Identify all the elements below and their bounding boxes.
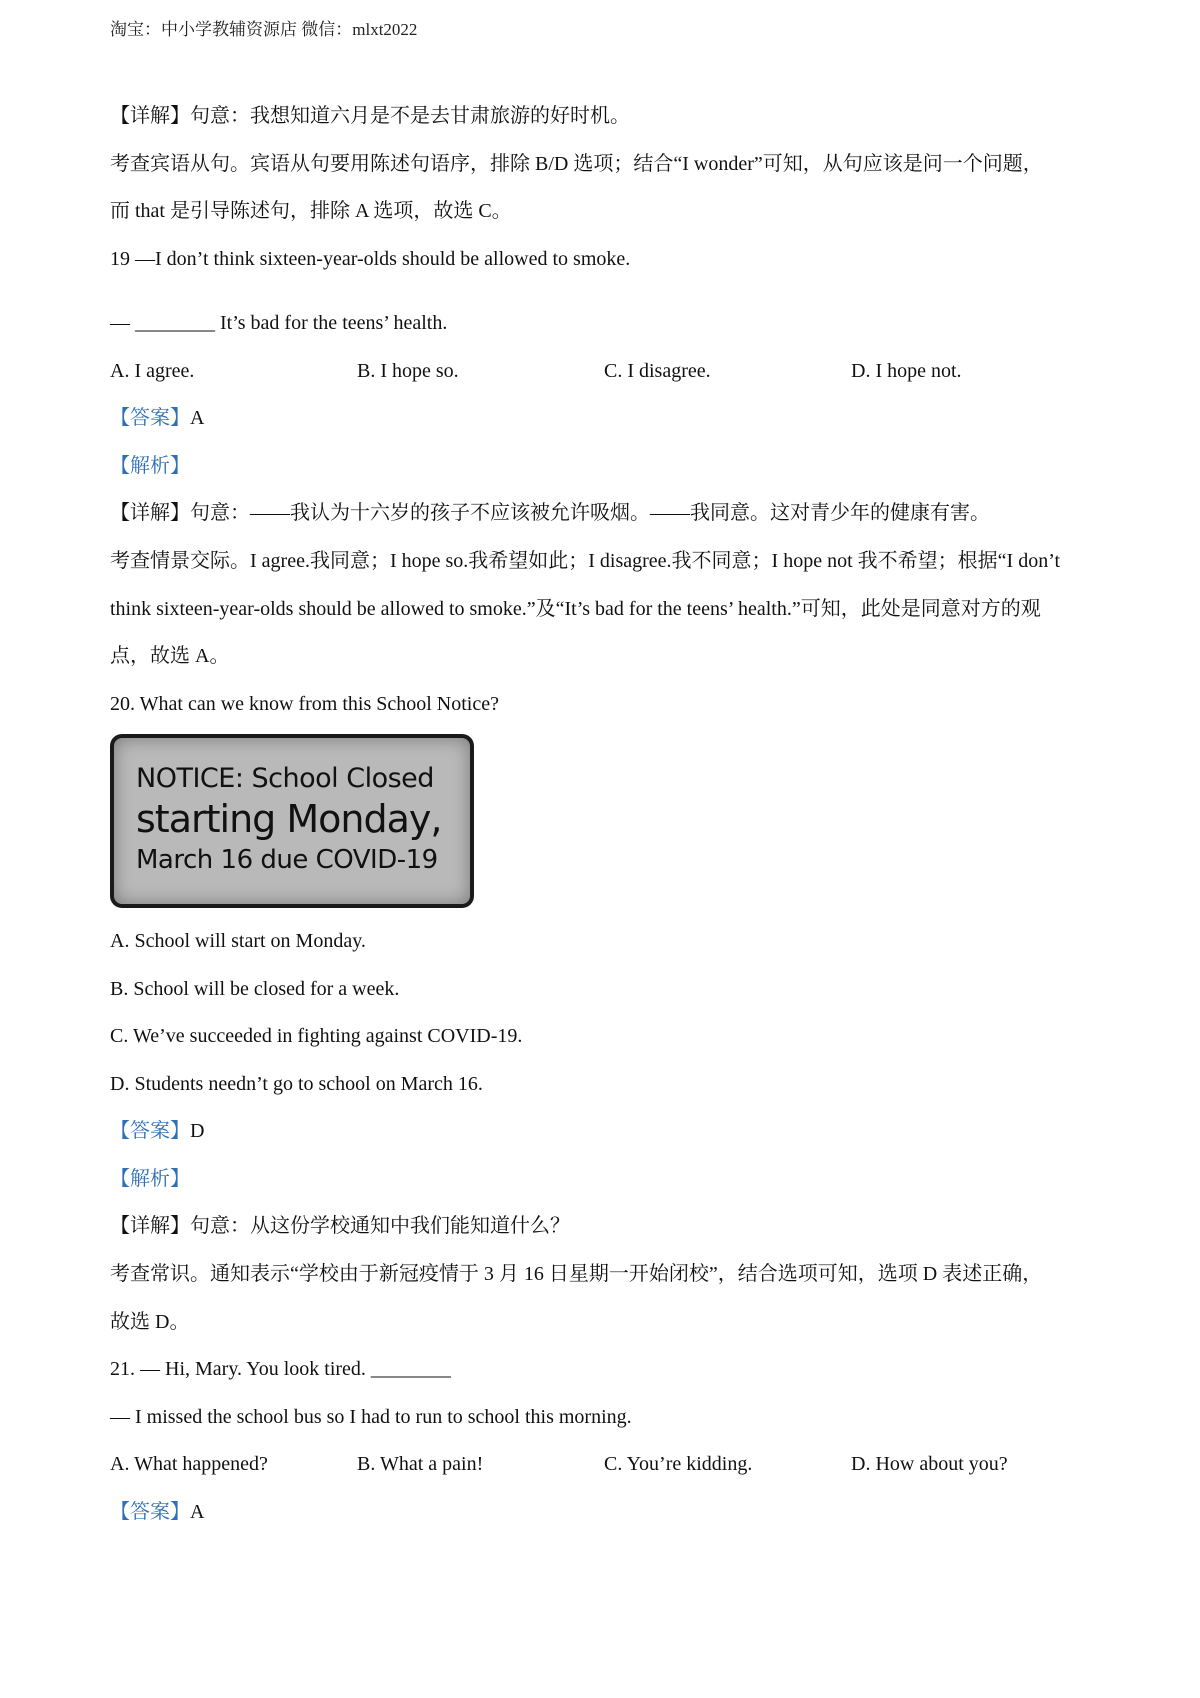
- q20-explanation-line-2: 故选 D。: [110, 1311, 190, 1333]
- q21-option-b: B. What a pain!: [357, 1453, 484, 1475]
- q21-option-d: D. How about you?: [851, 1453, 1008, 1475]
- q20-analysis-tag: 【解析】: [110, 1168, 190, 1190]
- q20-stem: 20. What can we know from this School Notice?: [110, 693, 499, 715]
- q19-answer: [110, 406, 204, 430]
- answer-value: D: [190, 1120, 205, 1142]
- q20-option-a: A. School will start on Monday.: [110, 930, 366, 952]
- q19-option-d: D. I hope not.: [851, 360, 962, 382]
- notice-line-1: NOTICE: School Closed: [136, 763, 434, 794]
- q20-answer: [110, 1119, 204, 1143]
- q20-explanation-line-1: 考查常识。通知表示“学校由于新冠疫情于 3 月 16 日星期一开始闭校”，结合选项可知，选项 D 表述正确，: [110, 1263, 1043, 1285]
- answer-tag: 【答案】: [110, 1120, 190, 1142]
- q19-option-b: B. I hope so.: [357, 360, 459, 382]
- answer-value: A: [190, 1501, 205, 1523]
- answer-value: A: [190, 407, 205, 429]
- answer-tag: 【答案】: [110, 407, 190, 429]
- notice-line-3: March 16 due COVID-19: [136, 845, 438, 875]
- q21-option-a: A. What happened?: [110, 1453, 268, 1475]
- notice-line-2: starting Monday,: [136, 797, 442, 841]
- q19-option-a: A. I agree.: [110, 360, 195, 382]
- q21-answer: [110, 1500, 204, 1524]
- q19-option-c: C. I disagree.: [604, 360, 711, 382]
- answer-tag: 【答案】: [110, 1501, 190, 1523]
- q19-explanation-line-2: think sixteen-year-olds should be allowed to smoke.”及“It’s bad for the teens’ health.”可知，此处是同意对方的观: [110, 598, 1041, 620]
- q18-explanation-line-1: 考查宾语从句。宾语从句要用陈述句语序，排除 B/D 选项；结合“I wonder”可知，从句应该是问一个问题，: [110, 153, 1043, 175]
- q19-explanation-line-3: 点，故选 A。: [110, 645, 230, 667]
- q20-option-d: D. Students needn’t go to school on March 16.: [110, 1073, 483, 1095]
- q18-detail: 【详解】句意：我想知道六月是不是去甘肃旅游的好时机。: [110, 105, 630, 127]
- q19-detail: 【详解】句意：——我认为十六岁的孩子不应该被允许吸烟。——我同意。这对青少年的健康有害。: [110, 502, 990, 524]
- q20-option-b: B. School will be closed for a week.: [110, 978, 400, 1000]
- q19-analysis-tag: 【解析】: [110, 455, 190, 477]
- q21-option-c: C. You’re kidding.: [604, 1453, 753, 1475]
- q19-stem: 19 —I don’t think sixteen-year-olds should be allowed to smoke.: [110, 248, 631, 270]
- q20-option-c: C. We’ve succeeded in fighting against COVID-19.: [110, 1025, 523, 1047]
- q18-explanation-line-2: 而 that 是引导陈述句，排除 A 选项，故选 C。: [110, 200, 512, 222]
- q20-detail: 【详解】句意：从这份学校通知中我们能知道什么？: [110, 1215, 570, 1237]
- page-header: 淘宝：中小学教辅资源店 微信：mlxt2022: [110, 20, 418, 39]
- q19-explanation-line-1: 考查情景交际。I agree.我同意；I hope so.我希望如此；I disagree.我不同意；I hope not 我不希望；根据“I don’t: [110, 550, 1061, 572]
- q19-reply: — ________ It’s bad for the teens’ health.: [110, 312, 448, 334]
- school-notice-image: [110, 734, 474, 908]
- q21-stem: 21. — Hi, Mary. You look tired. ________: [110, 1358, 451, 1380]
- q21-reply: — I missed the school bus so I had to run to school this morning.: [110, 1406, 632, 1428]
